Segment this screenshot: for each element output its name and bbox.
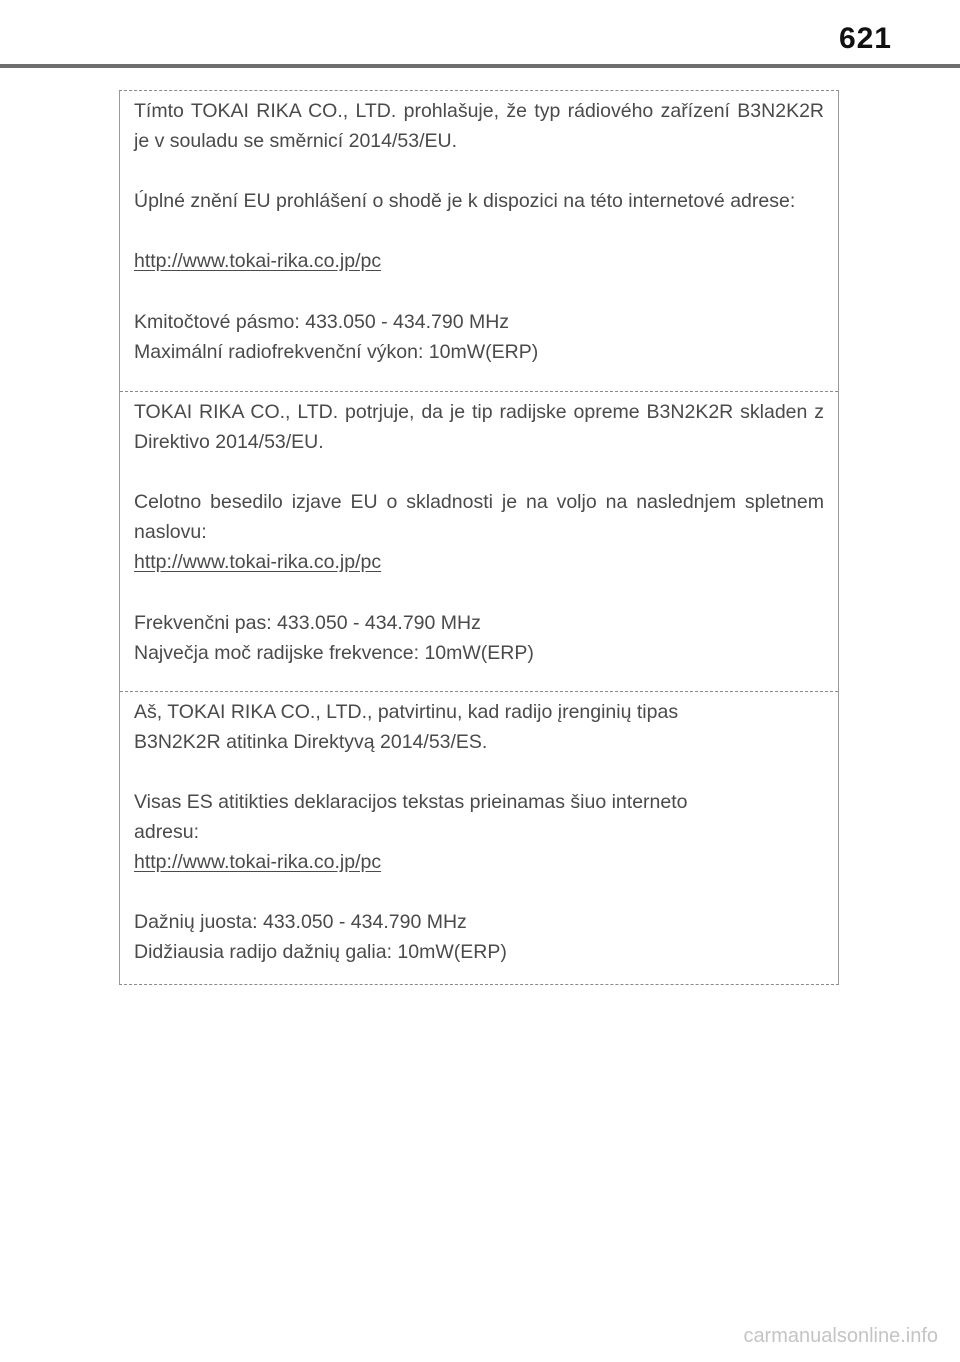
power-sl: Največja moč radijske frekvence: 10mW(ERP) xyxy=(134,642,534,664)
power-cs: Maximální radiofrekvenční výkon: 10mW(ERP) xyxy=(134,341,539,363)
frequency-sl: Frekvenčni pas: 433.050 - 434.790 MHz xyxy=(134,612,481,634)
full-text-intro-sl: Celotno besedilo izjave EU o skladnosti je na voljo na naslednjem spletnem naslovu: xyxy=(134,491,824,543)
declaration-line2-lt: B3N2K2R atitinka Direktyvą 2014/53/ES. xyxy=(134,731,488,753)
declaration-box xyxy=(119,90,839,985)
section-czech xyxy=(120,91,838,391)
url-link-cs[interactable]: http://www.tokai-rika.co.jp/pc xyxy=(134,250,382,272)
header-rule xyxy=(0,64,960,68)
full-text-line1-lt: Visas ES atitikties deklaracijos tekstas prieinamas šiuo interneto xyxy=(134,791,688,813)
full-text-intro-cs: Úplné znění EU prohlášení o shodě je k dispozici na této internetové adrese: xyxy=(134,190,796,212)
frequency-cs: Kmitočtové pásmo: 433.050 - 434.790 MHz xyxy=(134,311,510,333)
declaration-text-cs: Tímto TOKAI RIKA CO., LTD. prohlašuje, že typ rádiového zařízení B3N2K2R je v souladu se směrnicí 2014/53/EU. xyxy=(134,100,824,152)
declaration-line1-lt: Aš, TOKAI RIKA CO., LTD., patvirtinu, kad radijo įrenginių tipas xyxy=(134,701,679,723)
frequency-lt: Dažnių juosta: 433.050 - 434.790 MHz xyxy=(134,911,467,933)
page-number: 621 xyxy=(838,22,892,55)
url-link-lt[interactable]: http://www.tokai-rika.co.jp/pc xyxy=(134,851,382,873)
url-link-sl[interactable]: http://www.tokai-rika.co.jp/pc xyxy=(134,551,382,573)
full-text-line2-lt: adresu: xyxy=(134,821,200,843)
section-lithuanian xyxy=(120,691,838,986)
declaration-text-sl: TOKAI RIKA CO., LTD. potrjuje, da je tip radijske opreme B3N2K2R skladen z Direktivo 2014/53/EU. xyxy=(134,401,824,453)
watermark: carmanualsonline.info xyxy=(743,1325,938,1347)
power-lt: Didžiausia radijo dažnių galia: 10mW(ERP) xyxy=(134,941,507,963)
section-slovenian xyxy=(120,391,838,691)
